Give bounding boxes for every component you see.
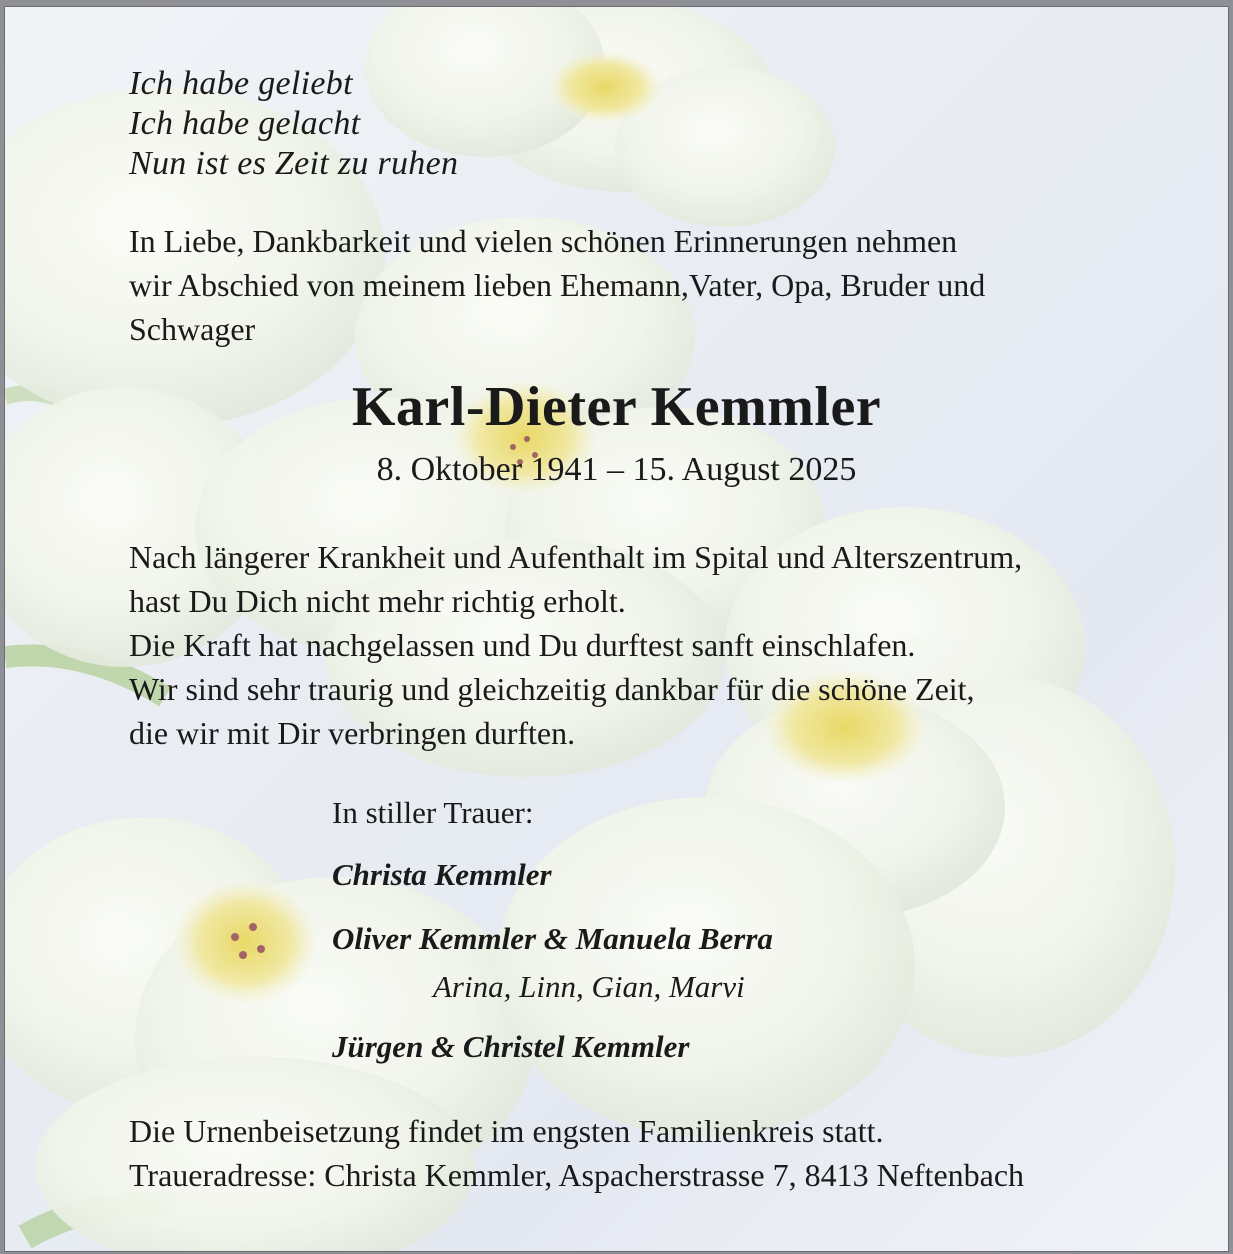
message-line-5: die wir mit Dir verbringen durften. — [129, 715, 576, 751]
mourner-3: Jürgen & Christel Kemmler — [332, 1029, 690, 1064]
intro-line-3: Schwager — [129, 311, 256, 347]
message-line-2: hast Du Dich nicht mehr richtig erholt. — [129, 583, 626, 619]
obituary-text — [5, 7, 1228, 1251]
message-line-1: Nach längerer Krankheit und Aufenthalt im Spital und Alterszentrum, — [129, 539, 1023, 575]
mourner-1: Christa Kemmler — [332, 857, 552, 892]
mourning-label: In stiller Trauer: — [332, 795, 534, 830]
motto-line-2: Ich habe gelacht — [129, 105, 361, 142]
life-dates: 8. Oktober 1941 – 15. August 2025 — [376, 451, 857, 488]
grandchildren-names: Arina, Linn, Gian, Marvi — [433, 969, 745, 1004]
intro-line-2: wir Abschied von meinem lieben Ehemann,Vater, Opa, Bruder und — [129, 267, 986, 303]
motto-line-1: Ich habe geliebt — [129, 65, 353, 102]
obituary-card — [4, 6, 1229, 1252]
message-line-4: Wir sind sehr traurig und gleichzeitig dankbar für die schöne Zeit, — [129, 671, 975, 707]
intro-line-1: In Liebe, Dankbarkeit und vielen schönen Erinnerungen nehmen — [129, 223, 958, 259]
deceased-name: Karl-Dieter Kemmler — [351, 376, 882, 438]
closing-line-1: Die Urnenbeisetzung findet im engsten Familienkreis statt. — [129, 1113, 884, 1149]
motto-line-3: Nun ist es Zeit zu ruhen — [129, 145, 459, 182]
message-line-3: Die Kraft hat nachgelassen und Du durftest sanft einschlafen. — [129, 627, 916, 663]
mourner-2: Oliver Kemmler & Manuela Berra — [332, 921, 773, 956]
mourning-address: Traueradresse: Christa Kemmler, Aspacherstrasse 7, 8413 Neftenbach — [129, 1157, 1025, 1193]
